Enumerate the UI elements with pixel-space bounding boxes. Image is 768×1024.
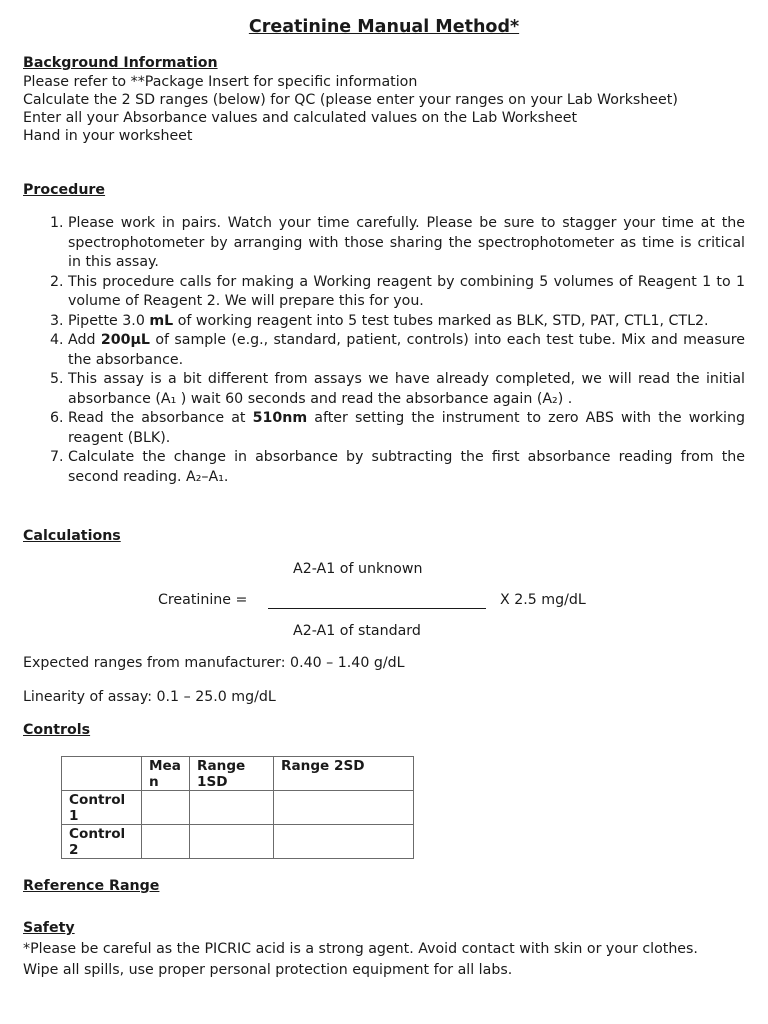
background-line-3: Enter all your Absorbance values and calculated values on the Lab Worksheet bbox=[23, 110, 578, 126]
fraction-bar bbox=[268, 608, 486, 609]
procedure-step-6: 6. Read the absorbance at 510nm after setting the instrument to zero ABS with the working reagent (BLK). bbox=[68, 409, 745, 448]
table-header-range-2sd: Range 2SD bbox=[274, 757, 414, 791]
procedure-steps bbox=[0, 214, 745, 487]
table-row bbox=[62, 825, 414, 859]
formula-denominator: A2-A1 of standard bbox=[293, 623, 421, 639]
table-cell-range-2sd[interactable] bbox=[274, 791, 414, 825]
formula-numerator: A2-A1 of unknown bbox=[293, 561, 423, 577]
table-row-label-control-2: Control 2 bbox=[62, 825, 142, 859]
procedure-step-1: 1. Please work in pairs. Watch your time carefully. Please be sure to stagger your time at the spectrophotometer by arranging with those sharing the spectrophotometer as time is critical in this assay. bbox=[68, 214, 745, 273]
background-heading: Background Information bbox=[23, 55, 218, 71]
formula-factor: X 2.5 mg/dL bbox=[500, 592, 586, 608]
table-cell-range-1sd[interactable] bbox=[190, 791, 274, 825]
table-header-mean: Mea n bbox=[142, 757, 190, 791]
controls-heading: Controls bbox=[23, 722, 91, 738]
table-cell-mean[interactable] bbox=[142, 791, 190, 825]
table-cell-range-2sd[interactable] bbox=[274, 825, 414, 859]
table-cell-empty bbox=[62, 757, 142, 791]
background-line-4: Hand in your worksheet bbox=[23, 128, 193, 144]
table-header-row bbox=[62, 757, 414, 791]
procedure-step-7: 7. Calculate the change in absorbance by subtracting the first absorbance reading from the second reading. A₂–A₁. bbox=[68, 448, 745, 487]
document-title: Creatinine Manual Method* bbox=[248, 17, 520, 37]
safety-line-2: Wipe all spills, use proper personal protection equipment for all labs. bbox=[23, 962, 513, 978]
procedure-step-3: 3. Pipette 3.0 mL of working reagent into 5 test tubes marked as BLK, STD, PAT, CTL1, CTL2. bbox=[68, 312, 745, 332]
procedure-step-4: 4. Add 200µL of sample (e.g., standard, patient, controls) into each test tube. Mix and measure the absorbance. bbox=[68, 331, 745, 370]
table-cell-range-1sd[interactable] bbox=[190, 825, 274, 859]
background-line-2: Calculate the 2 SD ranges (below) for QC (please enter your ranges on your Lab Worksheet) bbox=[23, 92, 678, 108]
safety-line-1: *Please be careful as the PICRIC acid is a strong agent. Avoid contact with skin or your clothes. bbox=[23, 941, 698, 957]
calculations-heading: Calculations bbox=[23, 528, 121, 544]
controls-table bbox=[61, 756, 414, 859]
table-row-label-control-1: Control 1 bbox=[62, 791, 142, 825]
formula-label: Creatinine = bbox=[158, 592, 248, 608]
background-line-1: Please refer to **Package Insert for specific information bbox=[23, 74, 418, 90]
safety-heading: Safety bbox=[23, 920, 75, 936]
table-row bbox=[62, 791, 414, 825]
expected-range: Expected ranges from manufacturer: 0.40 – 1.40 g/dL bbox=[23, 655, 405, 671]
procedure-step-2: 2. This procedure calls for making a Working reagent by combining 5 volumes of Reagent 1 to 1 volume of Reagent 2. We will prepare this for you. bbox=[68, 273, 745, 312]
procedure-heading: Procedure bbox=[23, 182, 106, 198]
table-cell-mean[interactable] bbox=[142, 825, 190, 859]
reference-range-heading: Reference Range bbox=[23, 878, 160, 894]
linearity: Linearity of assay: 0.1 – 25.0 mg/dL bbox=[23, 689, 276, 705]
table-header-range-1sd: Range 1SD bbox=[190, 757, 274, 791]
procedure-step-5: 5. This assay is a bit different from assays we have already completed, we will read the initial absorbance (A₁ ) wait 60 seconds and read the absorbance again (A₂) . bbox=[68, 370, 745, 409]
